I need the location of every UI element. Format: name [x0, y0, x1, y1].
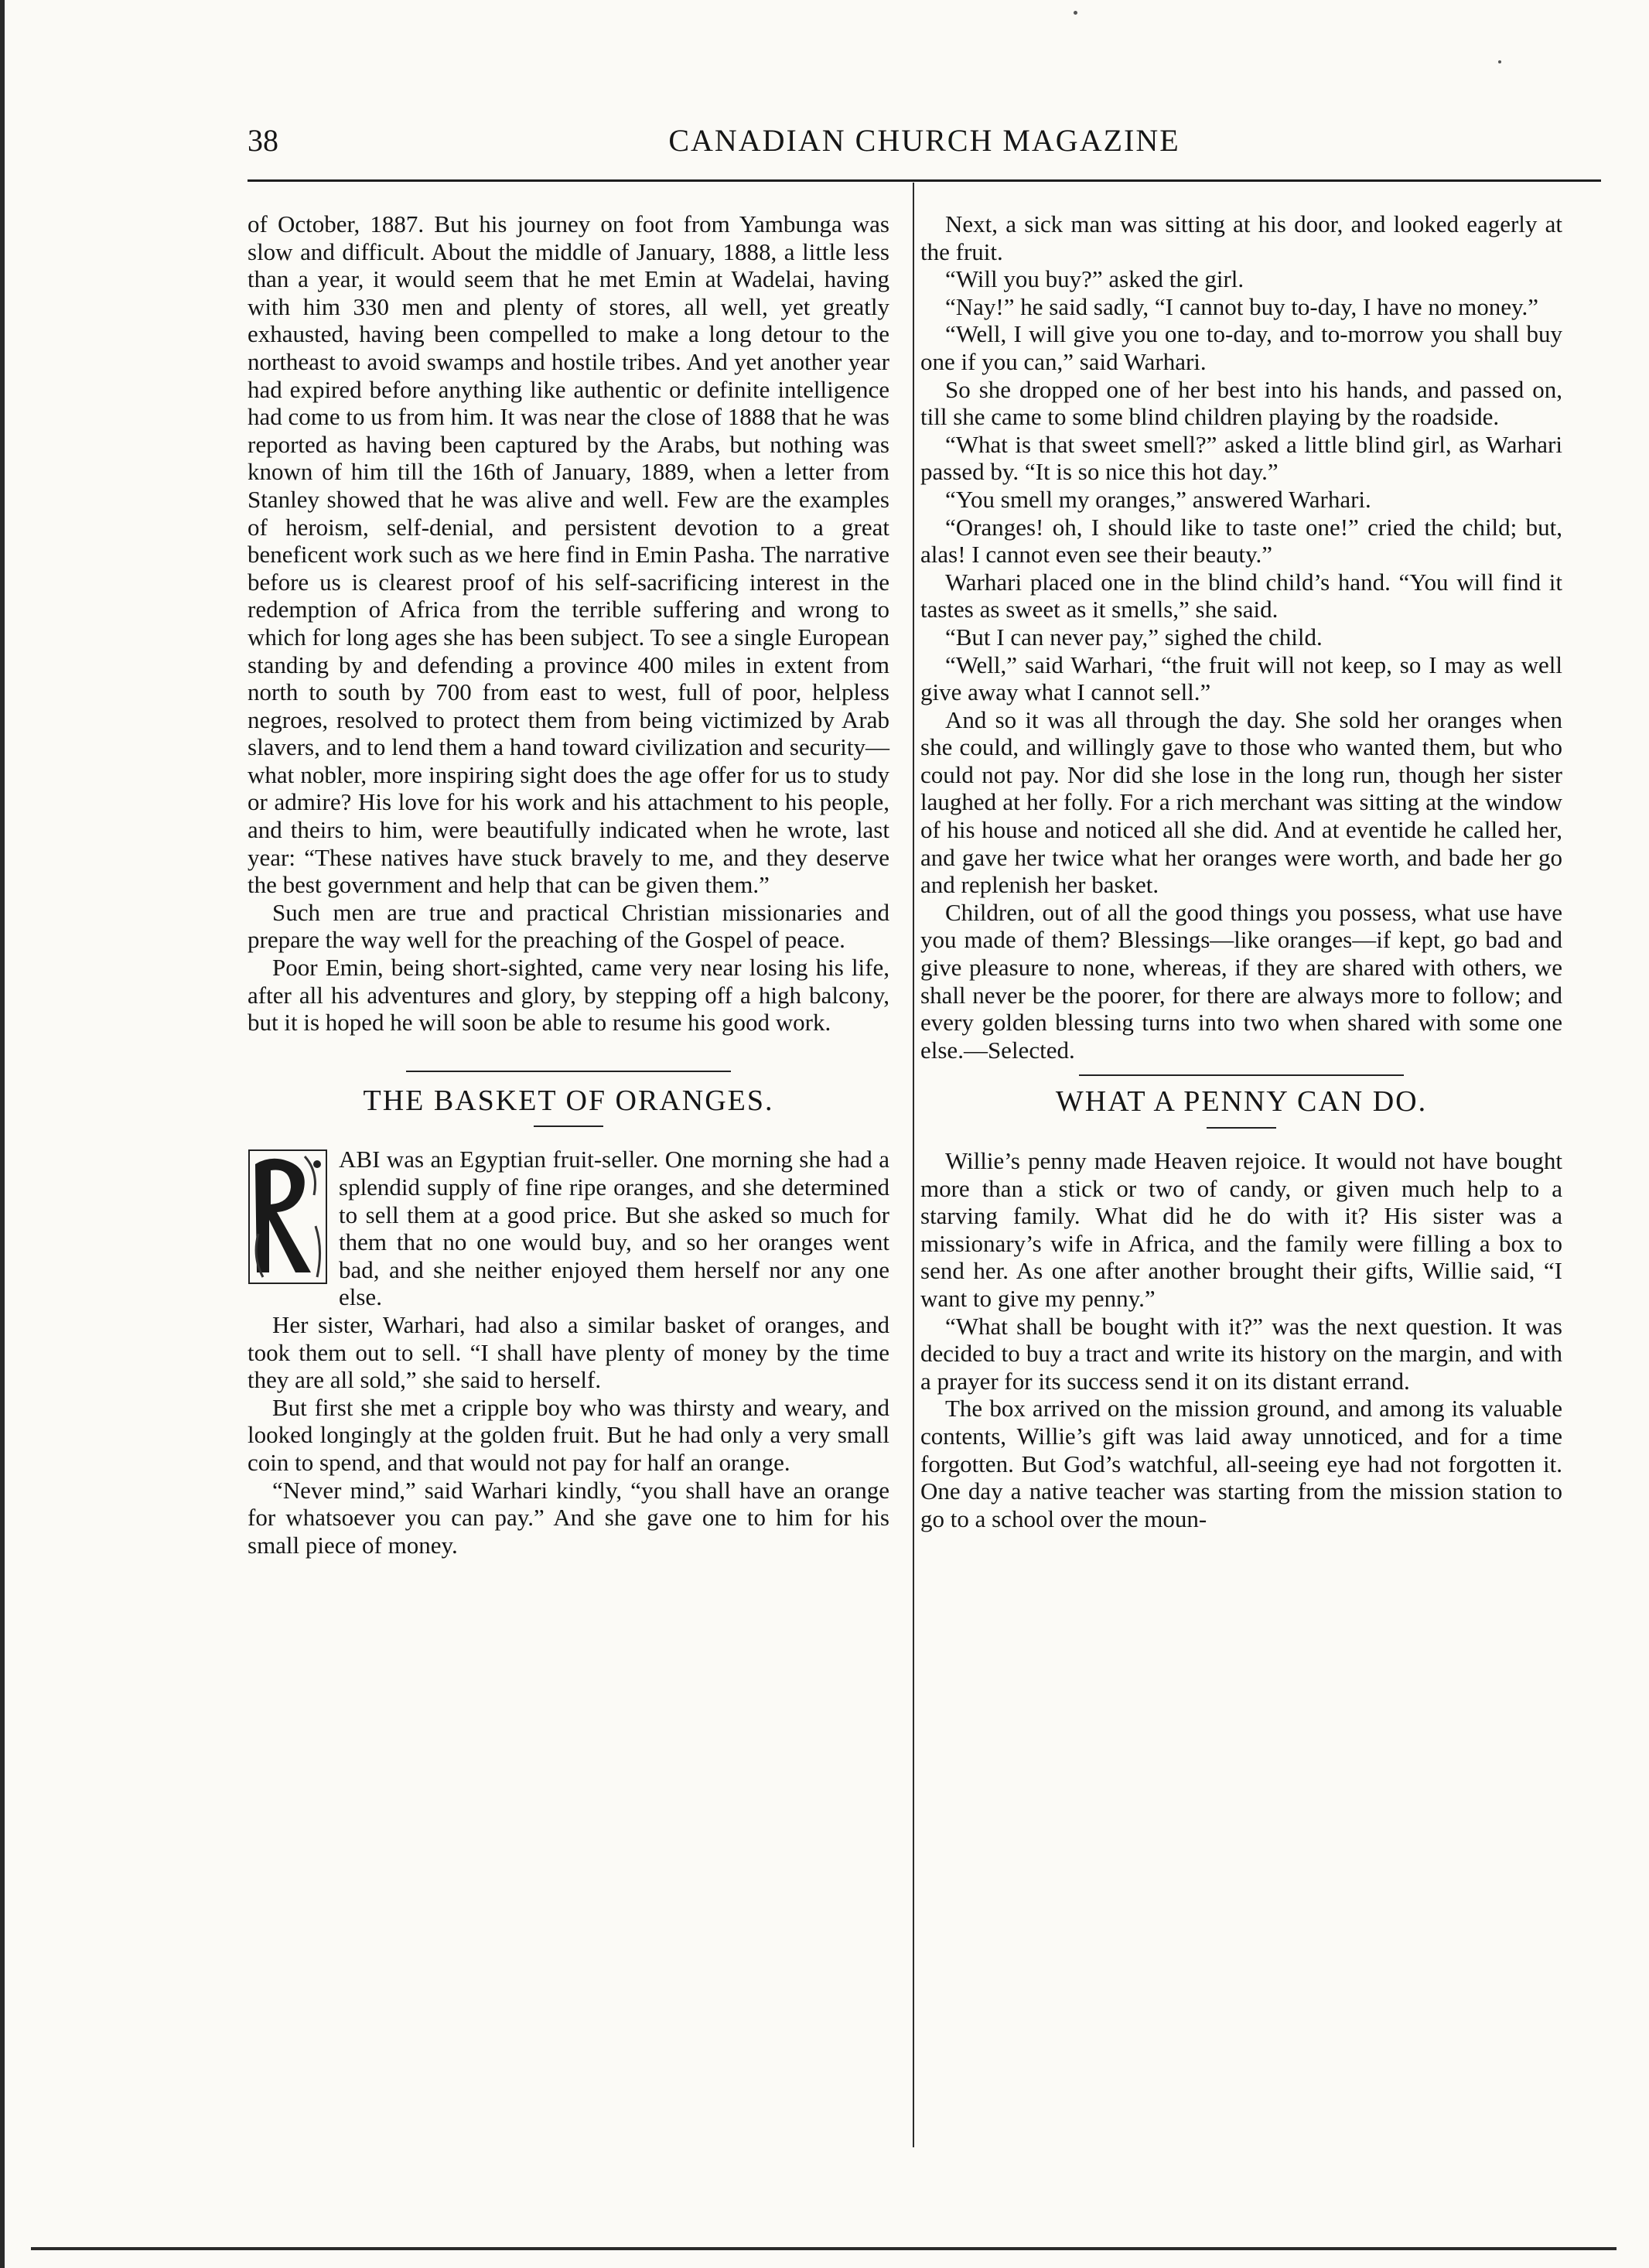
story-paragraph: But first she met a cripple boy who was thirsty and weary, and looked longingly at the golden fruit. But he had only a very small coin to spend, and that would not pay for half an orange. — [248, 1393, 889, 1476]
section-separator — [406, 1071, 731, 1072]
story-paragraph: Next, a sick man was sitting at his door, and looked eagerly at the fruit. — [920, 210, 1562, 265]
story-paragraph: “Well,” said Warhari, “the fruit will not keep, so I may as well give away what I cannot sell.” — [920, 651, 1562, 706]
story-paragraph: Her sister, Warhari, had also a similar basket of oranges, and took them out to sell. “I shall have plenty of money by the time they are all sold,” she said to herself. — [248, 1310, 889, 1394]
page-header — [248, 116, 1601, 178]
article-paragraph: of October, 1887. But his journey on foot from Yambunga was slow and difficult. About the middle of January, 1888, a little less than a year, it would seem that he met Emin at Wadelai, having with him 330 men and plenty of stores, all well, yet greatly exhausted, having been compelled to make a long detour to the northeast to avoid swamps and hostile tribes. And yet another year had expired before anything like authentic or definite intelligence had come to us from him. It was near the close of 1888 that he was reported as having been captured by the Arabs, but nothing was known of him till the 16th of January, 1889, when a letter from Stanley showed that he was alive and well. Few are the examples of heroism, self-denial, and persistent devotion to a great beneficent work such as we here find in Emin Pasha. The narrative before us is clearest proof of his self-sacrificing interest in the redemption of Africa from the terrible suffering and wrong to which for long ages she has been subject. To see a single European standing by and defending a province 400 miles in extent from north to south by 700 from east to west, full of poor, helpless negroes, resolved to protect them from being victimized by Arab slavers, and to lend them a hand toward civilization and security—what nobler, more inspiring sight does the age offer for us to study or admire? His love for his work and his attachment to his people, and theirs to him, were beautifully indicated when he wrote, last year: “These natives have stuck bravely to me, and they deserve the best government and help that can be given them.” — [248, 210, 889, 899]
page-edge-shadow — [0, 0, 5, 2268]
penny-paragraph: The box arrived on the mission ground, and among its valuable contents, Willie’s gift was laid away unnoticed, and for a time forgotten. But God’s watchful, all-seeing eye had not forgotten it. One day a native teacher was starting from the mission station to go to a school over the moun- — [920, 1395, 1562, 1532]
story-paragraph: Children, out of all the good things you possess, what use have you made of them? Blessings—like oranges—if kept, go bad and give pleasure to none, whereas, if they are shared with others, we shall never be the poorer, for there are always more to follow; and every golden blessing turns into two when shared with some one else.—Selected. — [920, 898, 1562, 1064]
column-divider — [913, 183, 914, 2147]
article-paragraph: Poor Emin, being short-sighted, came very near losing his life, after all his adventures and glory, by stepping off a high balcony, but it is hoped he will soon be able to resume his good work. — [248, 954, 889, 1037]
header-rule — [248, 179, 1601, 182]
story-paragraph: And so it was all through the day. She sold her oranges when she could, and willingly gave to those who wanted them, but who could not pay. Nor did she lose in the long run, though her sister laughed at her folly. For a rich merchant was sitting at the window of his house and noticed all she did. And at eventide he called her, and gave her twice what her oranges were worth, and bade her go and replenish her basket. — [920, 705, 1562, 899]
story-paragraph: So she dropped one of her best into his hands, and passed on, till she came to some blind children playing by the roadside. — [920, 375, 1562, 431]
section-separator — [1079, 1074, 1404, 1076]
story-opening: ABI was an Egyptian fruit-seller. One morning she had a splendid supply of fine ripe oranges, and she determined to sell them at a good price. But she asked so much for them that no one would buy, and so her oranges went bad, and she neither enjoyed them herself nor any one else. — [339, 1146, 889, 1311]
page-number: 38 — [248, 123, 278, 158]
bottom-rule — [31, 2247, 1617, 2250]
section-title-basket: THE BASKET OF ORANGES. — [363, 1084, 774, 1117]
story-paragraph: “Will you buy?” asked the girl. — [945, 265, 1244, 293]
section-title-penny: WHAT A PENNY CAN DO. — [1055, 1085, 1428, 1119]
print-speck — [1074, 11, 1077, 15]
penny-paragraph: “What shall be bought with it?” was the next question. It was decided to buy a tract and write its history on the margin, and with a prayer for its success send it on its distant errand. — [920, 1312, 1562, 1395]
left-column — [248, 210, 889, 1559]
story-paragraph: “Nay!” he said sadly, “I cannot buy to-day, I have no money.” — [945, 292, 1538, 320]
penny-paragraph: Willie’s penny made Heaven rejoice. It would not have bought more than a stick or two of candy, or given much help to a starving family. What did he do with it? His sister was a missionary’s wife in Africa, and the family were filling a box to send her. As one after another brought their gifts, Willie said, “I want to give my penny.” — [920, 1147, 1562, 1312]
ornamental-initial-r-icon — [248, 1149, 328, 1285]
story-paragraph: “Well, I will give you one to-day, and to-morrow you shall buy one if you can,” said Warhari. — [920, 320, 1562, 375]
story-paragraph: Warhari placed one in the blind child’s hand. “You will find it tastes as sweet as it smells,” she said. — [920, 568, 1562, 623]
story-paragraph: “You smell my oranges,” answered Warhari. — [945, 485, 1371, 513]
title-underline — [534, 1125, 603, 1127]
story-paragraph: “Oranges! oh, I should like to taste one!” cried the child; but, alas! I cannot even see their beauty.” — [920, 513, 1562, 569]
right-column — [920, 210, 1562, 1532]
print-speck — [1498, 60, 1501, 63]
title-underline — [1207, 1127, 1276, 1129]
story-paragraph: “What is that sweet smell?” asked a little blind girl, as Warhari passed by. “It is so nice this hot day.” — [920, 430, 1562, 486]
story-paragraph: “But I can never pay,” sighed the child. — [945, 623, 1323, 651]
story-paragraph: “Never mind,” said Warhari kindly, “you shall have an orange for whatsoever you can pay.” And she gave one to him for his small piece of money. — [248, 1476, 889, 1559]
magazine-title: CANADIAN CHURCH MAGAZINE — [668, 123, 1180, 158]
article-paragraph: Such men are true and practical Christian missionaries and prepare the way well for the preaching of the Gospel of peace. — [248, 898, 889, 954]
